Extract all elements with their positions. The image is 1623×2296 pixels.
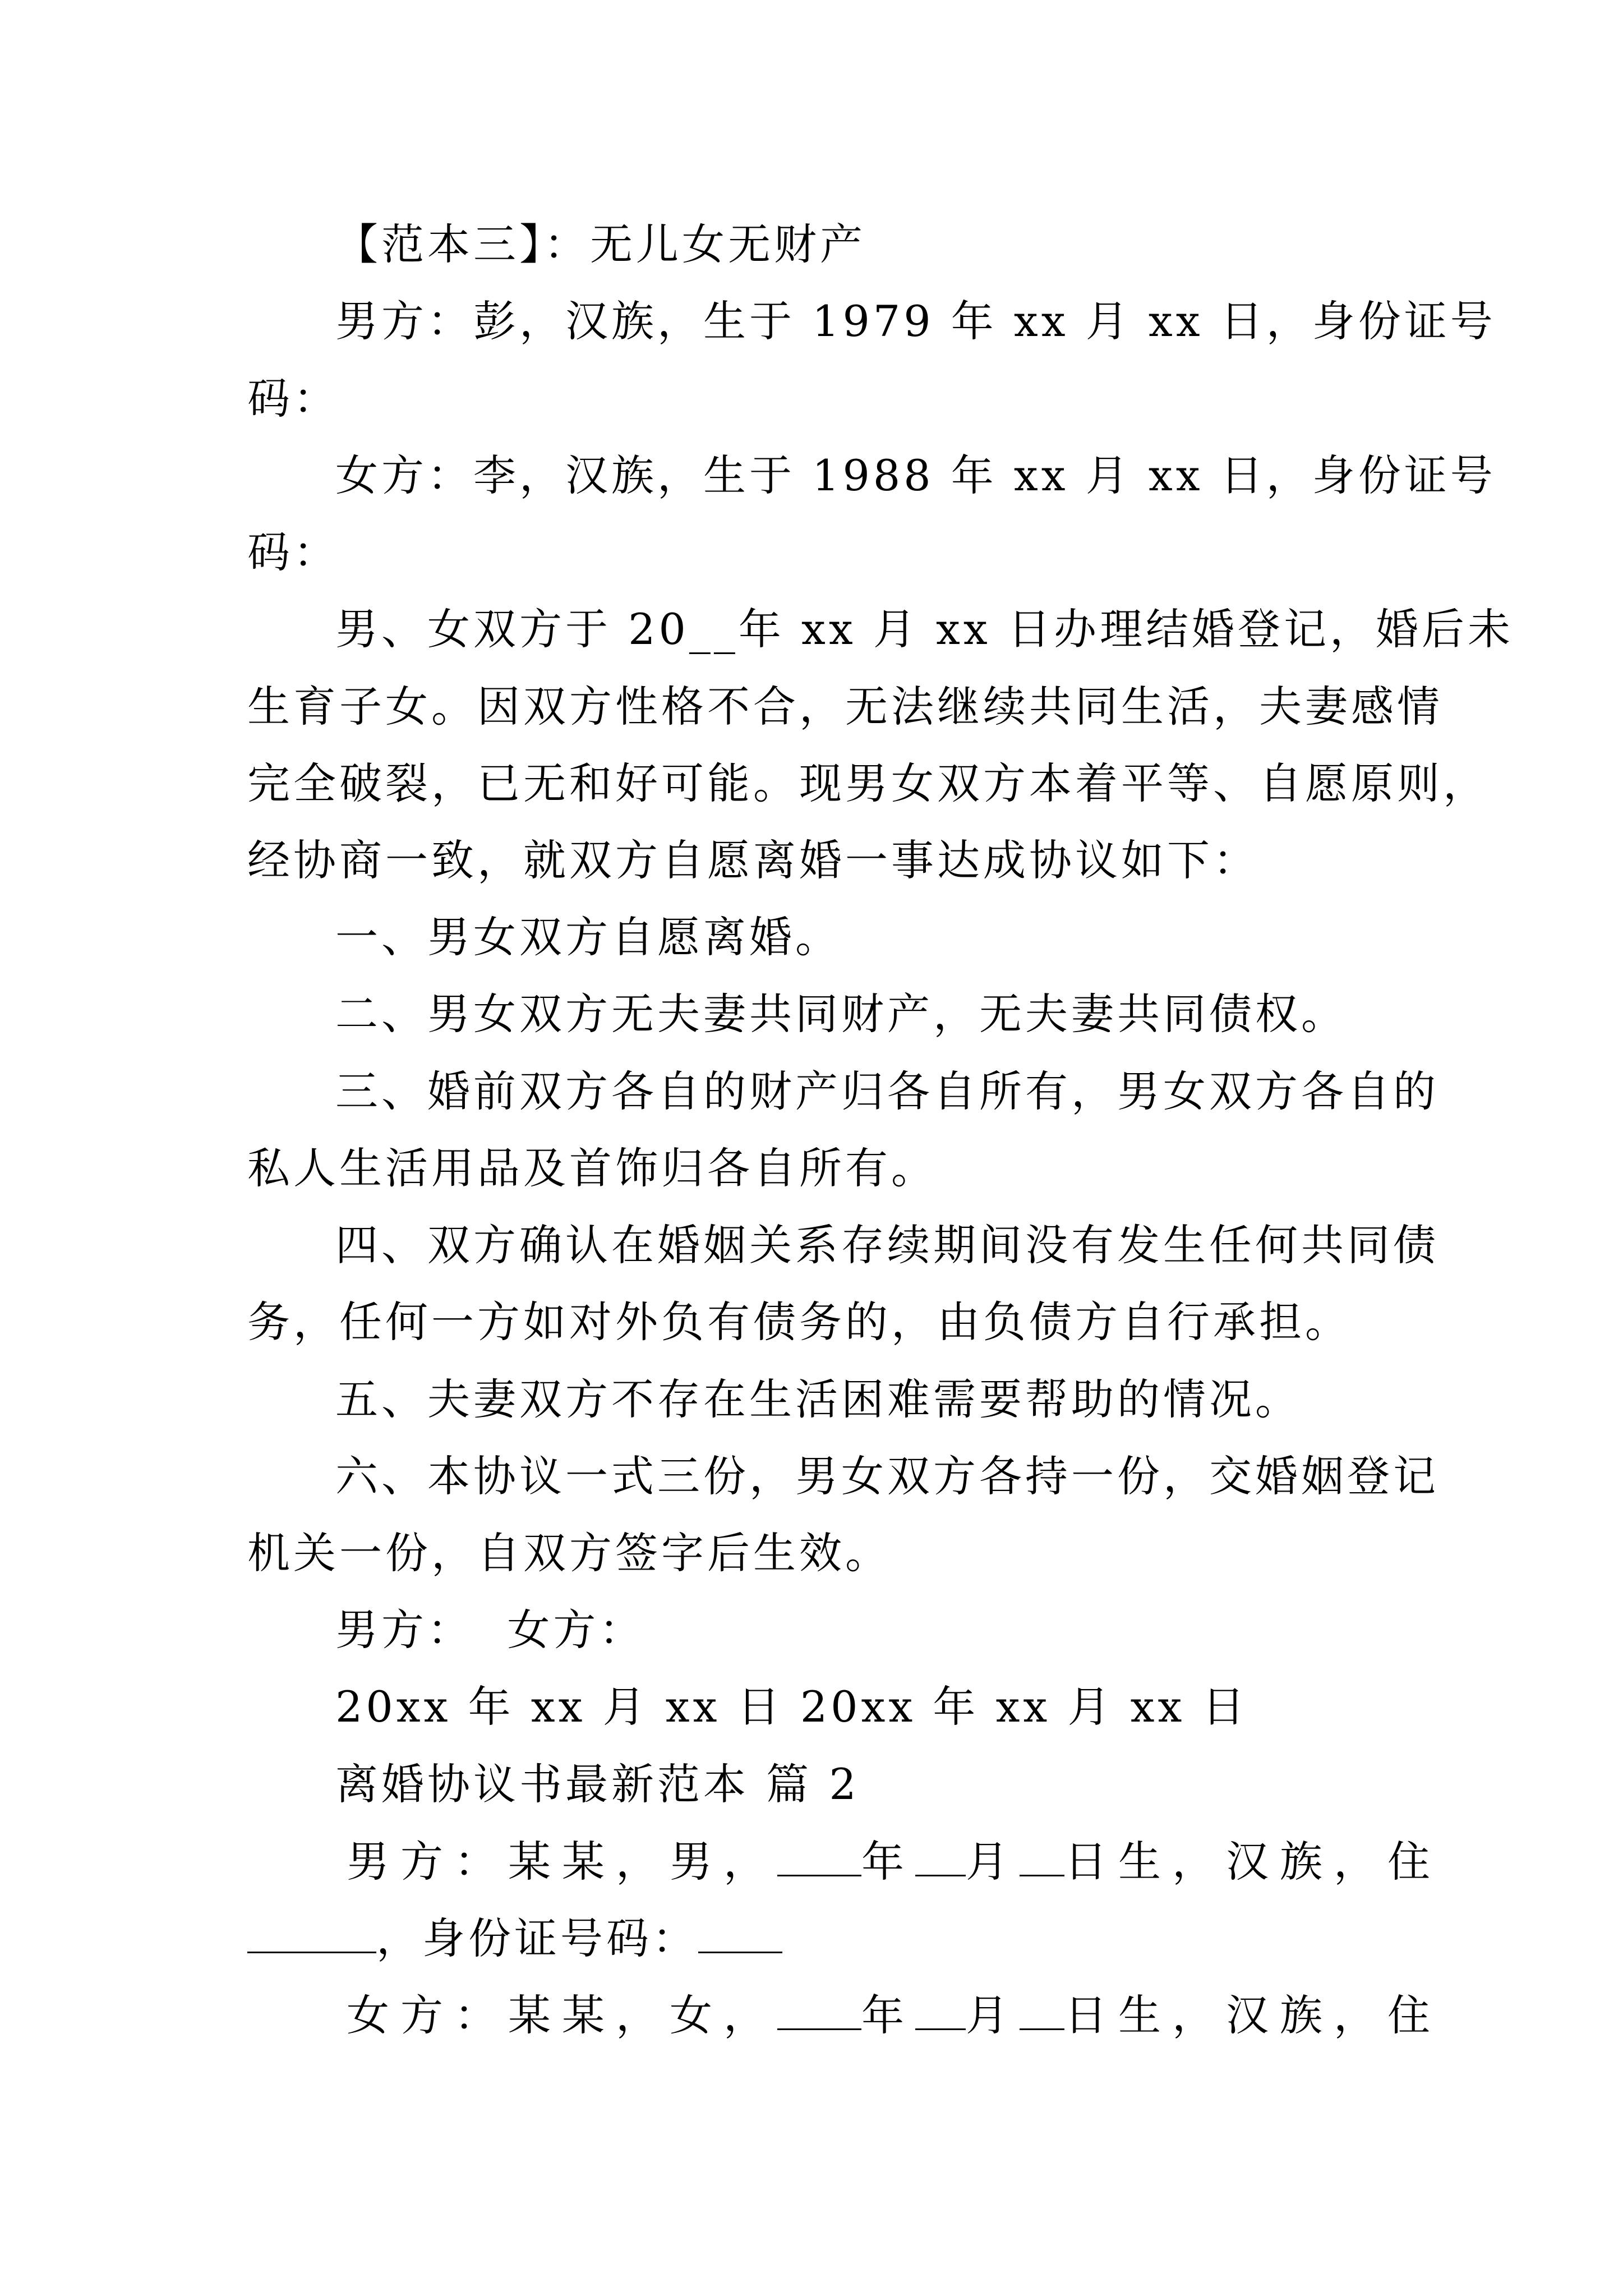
date-line: 20xx 年 xx 月 xx 日 20xx 年 xx 月 xx 日 [335, 1682, 1248, 1732]
year-label: 年 [861, 1837, 915, 1887]
clause-5: 五、夫妻双方不存在生活困难需要帮助的情况。 [335, 1374, 1301, 1424]
female-party-2-prefix: 女方：某某，女， [347, 1990, 777, 2040]
clause-2: 二、男女双方无夫妻共同财产，无夫妻共同债权。 [335, 989, 1347, 1039]
day-suffix: 日生，汉族，住 [1064, 1837, 1441, 1887]
clause-4-line-1: 四、双方确认在婚姻关系存续期间没有发生任何共同债 [335, 1220, 1439, 1270]
clause-6-line-2: 机关一份，自双方签字后生效。 [247, 1528, 891, 1578]
year-blank [777, 1994, 861, 2030]
female-party-line-2: 码： [247, 527, 339, 577]
year-label: 年 [861, 1990, 915, 2040]
month-label: 月 [966, 1990, 1020, 2040]
intro-line-4: 经协商一致，就双方自愿离婚一事达成协议如下： [247, 835, 1259, 885]
month-label: 月 [966, 1837, 1020, 1887]
male-party-2-prefix: 男方：某某，男， [347, 1837, 777, 1887]
day-suffix: 日生，汉族，住 [1064, 1990, 1441, 2040]
day-blank [1020, 1994, 1064, 2030]
day-blank [1020, 1840, 1064, 1876]
male-party-line-2: 码： [247, 374, 339, 424]
intro-line-1: 男、女双方于 20__年 xx 月 xx 日办理结婚登记，婚后未 [335, 604, 1514, 654]
section-2-title: 离婚协议书最新范本 篇 2 [335, 1759, 860, 1809]
male-party-2-line-2 [247, 1913, 782, 1963]
male-party-line-1: 男方：彭，汉族，生于 1979 年 xx 月 xx 日，身份证号 [335, 296, 1496, 346]
month-blank [915, 1840, 966, 1876]
male-party-2-line-1 [347, 1837, 1441, 1887]
id-number-blank [698, 1917, 782, 1953]
signature-line: 男方： 女方： [335, 1605, 645, 1655]
clause-3-line-1: 三、婚前双方各自的财产归各自所有，男女双方各自的 [335, 1066, 1439, 1116]
year-blank [777, 1840, 861, 1876]
id-number-label: ，身份证号码： [376, 1913, 698, 1963]
address-blank [247, 1917, 376, 1953]
clause-3-line-2: 私人生活用品及首饰归各自所有。 [247, 1143, 937, 1193]
female-party-2-line-1 [347, 1990, 1441, 2040]
female-party-line-1: 女方：李，汉族，生于 1988 年 xx 月 xx 日，身份证号 [335, 450, 1496, 500]
section-heading: 【范本三】：无儿女无财产 [335, 219, 866, 269]
clause-4-line-2: 务，任何一方如对外负有债务的，由负债方自行承担。 [247, 1297, 1351, 1347]
month-blank [915, 1994, 966, 2030]
clause-1: 一、男女双方自愿离婚。 [335, 912, 841, 962]
intro-line-2: 生育子女。因双方性格不合，无法继续共同生活，夫妻感情 [247, 682, 1443, 731]
intro-line-3: 完全破裂，已无和好可能。现男女双方本着平等、自愿原则， [247, 758, 1489, 808]
clause-6-line-1: 六、本协议一式三份，男女双方各持一份，交婚姻登记 [335, 1451, 1439, 1501]
